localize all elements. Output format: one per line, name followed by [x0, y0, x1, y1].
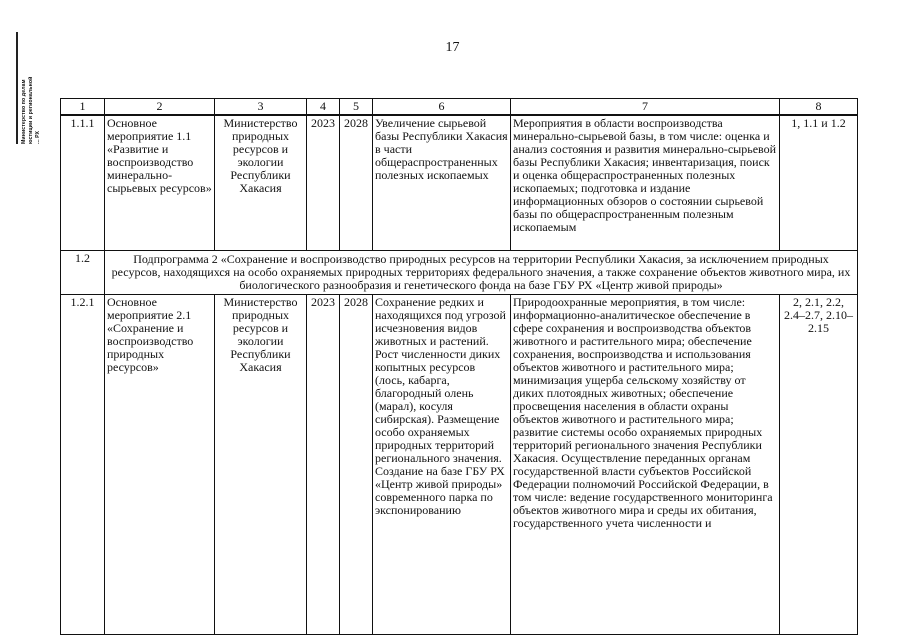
- column-header: 1: [61, 99, 105, 116]
- expected-result: Увеличение сырьевой базы Республики Хакасия в части общераспространенных полезных ископаемых: [373, 115, 511, 251]
- executor: Министерство природных ресурсов и экологии Республики Хакасия: [215, 295, 307, 635]
- table-header-row: [61, 99, 858, 116]
- column-header: 4: [307, 99, 340, 116]
- row-code: 1.2: [61, 251, 105, 295]
- column-header: 3: [215, 99, 307, 116]
- column-header: 2: [105, 99, 215, 116]
- measure-name-text: Основное мероприятие 1.1 «Развитие и воспроизводство минерально-сырьевых ресурсов»: [107, 117, 212, 195]
- measure-description-text: Природоохранные мероприятия, в том числе: информационно-аналитическое обеспечение в сфере сохранения и воспроизводства объектов животного и растительного мира; обеспечение сохранения, воспроизводства и использования объектов животного и растительного мира; минимизация ущерба сельскому хозяйству от диких плотоядных животных; обеспечение просвещения населения в области охраны объектов животного и растительного мира; развитие системы особо охраняемых природных территорий регионального значения Республики Хакасия. Осуществление переданных органам государственной власти субъектов Российской Федерации полномочий Российской Федерации, в том числе: ведение государственного мониторинга объектов животного мира и среды их обитания, государственного учета численности и: [513, 296, 773, 530]
- subprogram-title: Подпрограмма 2 «Сохранение и воспроизводство природных ресурсов на территории Республики Хакасия, за исключением природных ресурсов, находящихся на особо охраняемых природных территориях федерального значения, а также сохранение объектов животного мира, их биологического разнообразия и генетического фонда на базе ГБУ РХ «Центр живой природы»: [105, 251, 858, 295]
- stamp-line: ... РХ: [35, 130, 41, 144]
- executor: Министерство природных ресурсов и экологии Республики Хакасия: [215, 115, 307, 251]
- row-code: 1.2.1: [61, 295, 105, 635]
- column-header: 5: [340, 99, 373, 116]
- measure-description: Мероприятия в области воспроизводства минерально-сырьевой базы, в том числе: оценка и анализ состояния и развития минерально-сырьевой базы Республики Хакасия; инвентаризация, поиск и оценка общераспространенных полезных ископаемых; подготовка и издание информационных обзоров о состоянии сырьевой базы по общераспространенным полезным ископаемым: [511, 115, 780, 251]
- measure-name: Основное мероприятие 2.1 «Сохранение и воспроизводство природных ресурсов»: [105, 295, 215, 635]
- indicator-refs: 1, 1.1 и 1.2: [780, 115, 858, 251]
- column-header: 6: [373, 99, 511, 116]
- end-year: 2028: [340, 115, 373, 251]
- indicator-refs: 2, 2.1, 2.2, 2.4–2.7, 2.10–2.15: [780, 295, 858, 635]
- measure-description: [511, 295, 780, 635]
- table-row: [61, 115, 858, 251]
- table-row: [61, 295, 858, 635]
- start-year: 2023: [307, 115, 340, 251]
- end-year: 2028: [340, 295, 373, 635]
- page-number: 17: [445, 40, 460, 55]
- expected-result-text: Сохранение редких и находящихся под угрозой исчезновения видов животных и растений. Рост численности диких копытных ресурсов (лось, кабарга, благородный олень (марал), косуля сибирская). Размещение особо охраняемых природных территорий регионального значения. Создание на базе ГБУ РХ «Центр живой природы» современного парка по экспонированию: [375, 296, 506, 517]
- stamp-line: Министерство по делам: [21, 79, 27, 144]
- stamp-line: юстиции и региональной: [28, 76, 34, 144]
- column-header: 7: [511, 99, 780, 116]
- measure-name: [105, 115, 215, 251]
- row-code: 1.1.1: [61, 115, 105, 251]
- expected-result: [373, 295, 511, 635]
- start-year: 2023: [307, 295, 340, 635]
- program-measures-table: [60, 98, 858, 635]
- column-header: 8: [780, 99, 858, 116]
- subprogram-row: [61, 251, 858, 295]
